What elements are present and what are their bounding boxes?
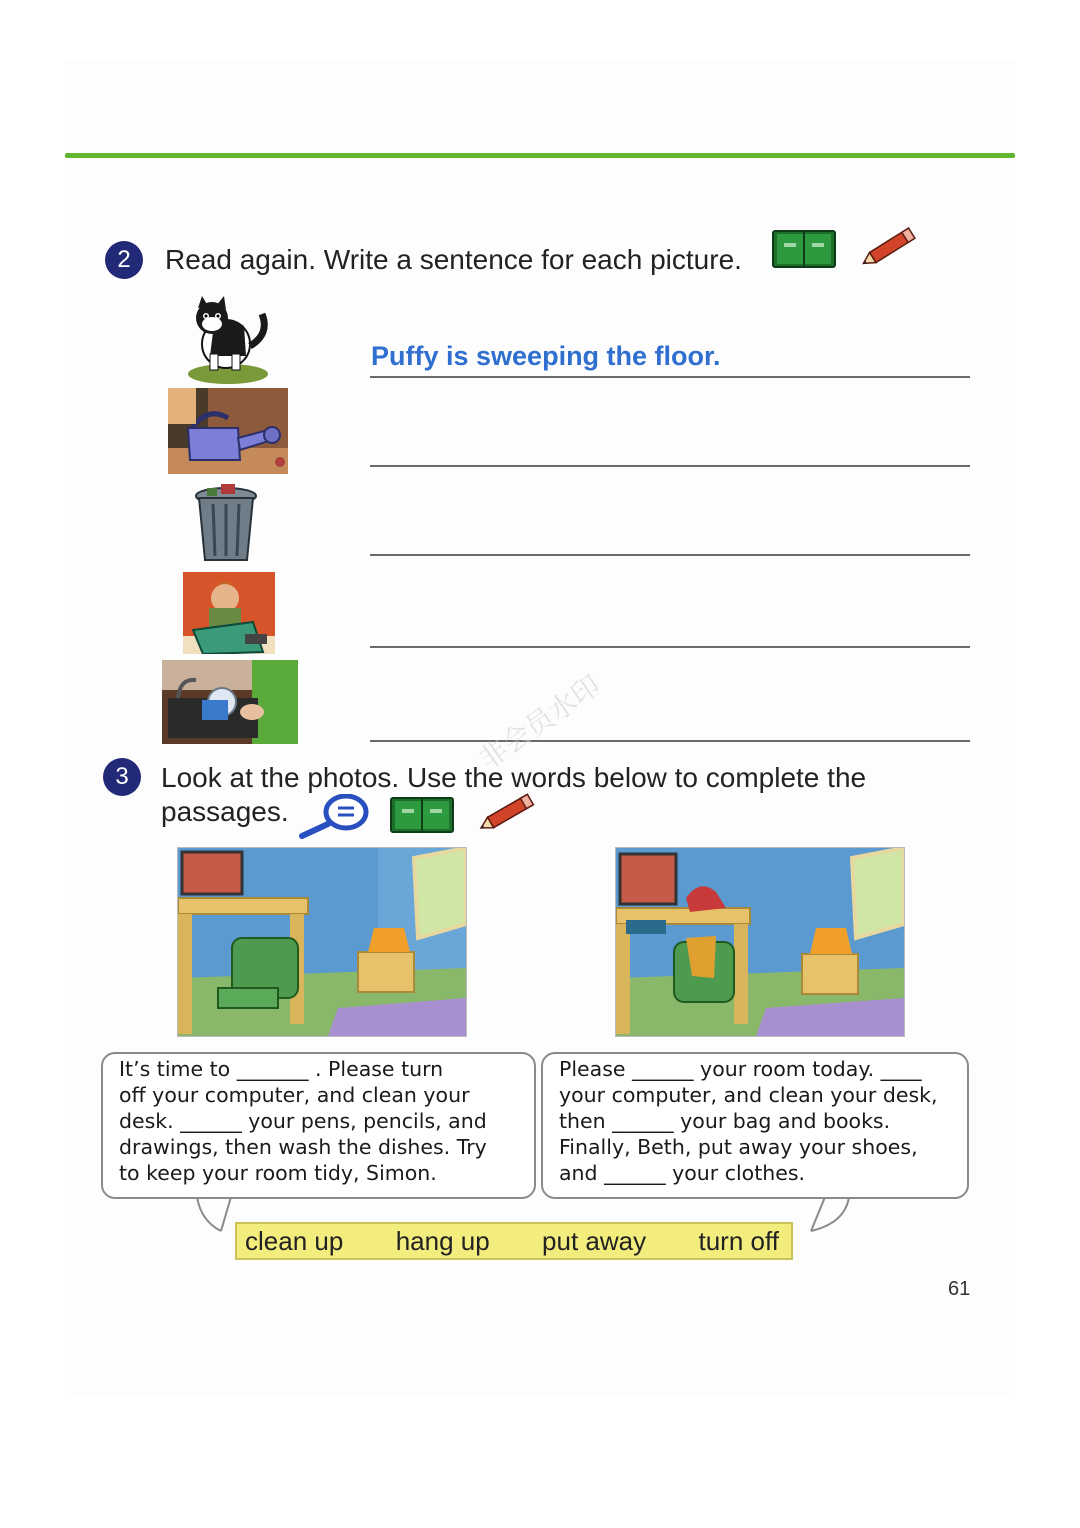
passage-right [541, 1052, 969, 1199]
trash-can-icon [193, 482, 259, 569]
answer-line-2[interactable] [370, 465, 970, 467]
word-bank-item: clean up [245, 1225, 344, 1256]
left-bubble-tail [195, 1197, 235, 1237]
watermark: 非会员水印 [473, 669, 606, 776]
pencil-icon [474, 792, 540, 839]
girl-ironing-icon [183, 572, 275, 659]
answer-line-3[interactable] [370, 554, 970, 556]
exercise-2-instruction: Read again. Write a sentence for each picture. [165, 244, 742, 275]
cat-icon [184, 294, 274, 391]
answer-line-5[interactable] [370, 740, 970, 742]
word-bank-item: hang up [395, 1225, 490, 1256]
watering-can-icon [168, 388, 288, 479]
book-icon [390, 796, 454, 839]
messy-room-photo [615, 847, 905, 1037]
top-green-rule [65, 153, 1015, 158]
passage-left [101, 1052, 536, 1199]
right-bubble-tail [805, 1197, 855, 1237]
washing-dishes-icon [162, 660, 298, 749]
page-number: 61 [948, 1278, 971, 1300]
example-answer: Puffy is sweeping the floor. [371, 341, 721, 371]
tidy-room-photo [177, 847, 467, 1037]
word-bank [235, 1222, 793, 1260]
word-bank-item: turn off [698, 1225, 779, 1256]
answer-line-4[interactable] [370, 646, 970, 648]
exercise-3-instruction-line1: Look at the photos. Use the words below to complete the [161, 762, 867, 793]
book-icon [772, 229, 836, 274]
answer-line-1[interactable] [370, 376, 970, 378]
exercise-3-instruction-line2: passages. [161, 796, 289, 827]
passage-left-text: It’s time to _______ . Please turn off your computer, and clean your desk. ______ your pens, pencils, and drawings, then wash the dishes. Try to keep your room tidy, Simon. [119, 1057, 487, 1185]
word-bank-item: put away [542, 1225, 647, 1256]
magnifier-icon [296, 794, 372, 845]
passage-right-text: Please ______ your room today. ____ your computer, and clean your desk, then ______ your bag and books. Finally, Beth, put away your shoes, and ______ your clothes. [559, 1057, 938, 1185]
exercise-3-number: 3 [103, 758, 141, 796]
pencil-icon [856, 226, 920, 275]
exercise-2-number: 2 [105, 241, 143, 279]
